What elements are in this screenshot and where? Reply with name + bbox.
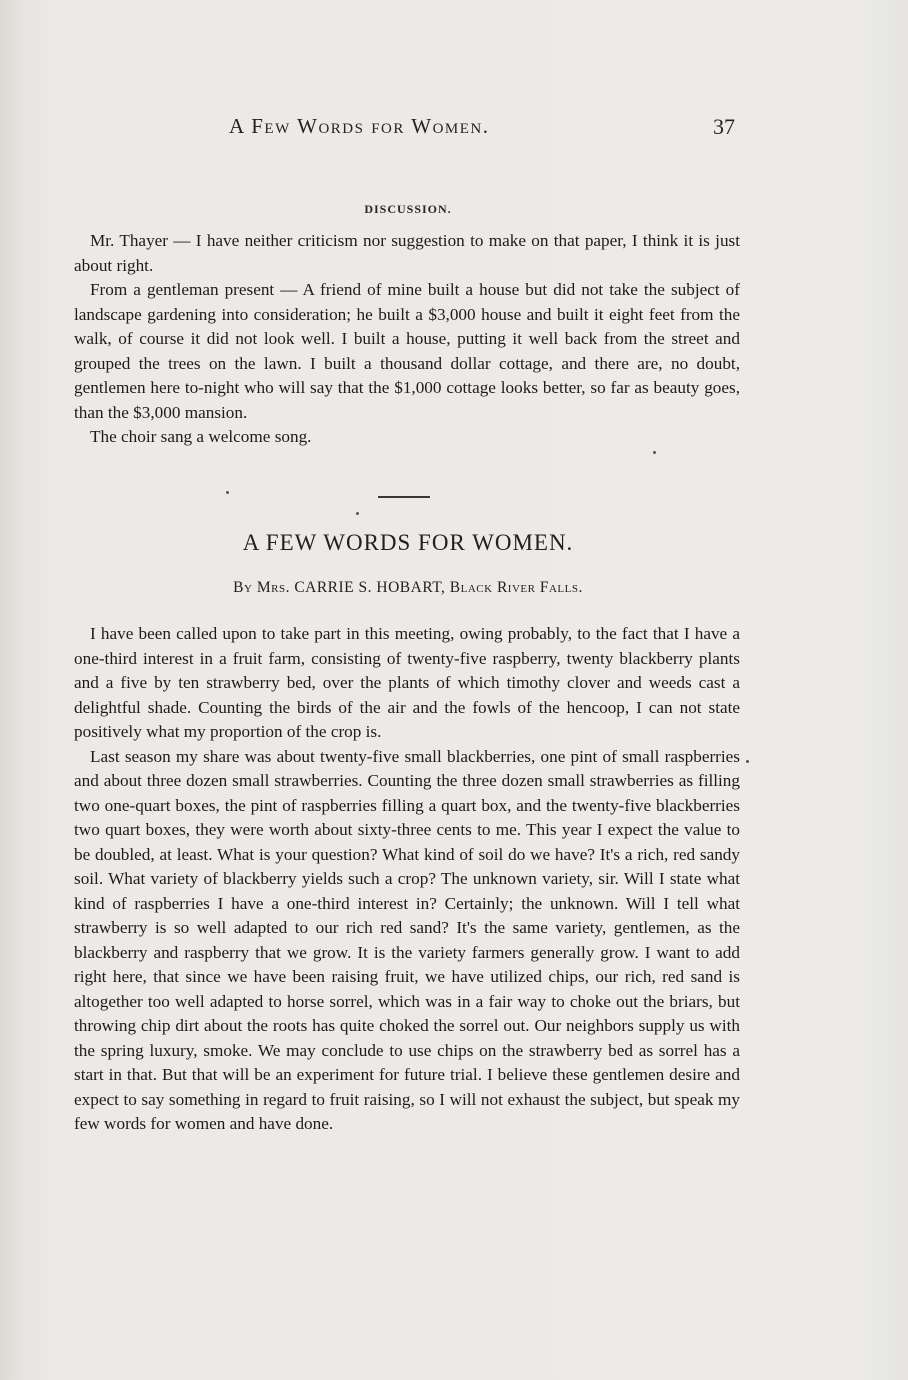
article-paragraph: Last season my share was about twenty-five small blackberries, one pint of small raspberries and about three dozen small strawberries. Counting the three dozen small strawberries as filling two one-quart boxes, the pint of raspberries filling a quart box, and the twenty-five blackberries two quart boxes, they were worth about sixty-three cents to me. This year I expect the value to be doubled, at least. What is your question? What kind of soil do we have? It's a rich, red sandy soil. What variety of blackberry yields such a crop? The unknown variety, sir. Will I state what kind of raspberries I have a one-third interest in? Certainly; the unknown. Will I tell what strawberry is so well adapted to our rich red sand? It's the same variety, gentlemen, as the blackberry and raspberry that we grow. It is the variety farmers generally grow. I want to add right here, that since we have been raising fruit, we have utilized chips, our rich, red sand is altogether too well adapted to horse sorrel, which was in a fair way to choke out the briars, but throwing chip dirt about the roots has quite choked the sorrel out. Our neighbors supply us with the spring luxury, smoke. We may conclude to use chips on the strawberry bed as sorrel has a start in that. But that will be an experiment for future trial. I believe these gentlemen desire and expect to say something in regard to fruit raising, so I will not exhaust the subject, but speak my few words for women and have done.: [74, 746, 740, 1133]
running-head-title: A Few Words for Women.: [229, 114, 490, 138]
paper-speck: [356, 512, 359, 515]
article-title: A FEW WORDS FOR WOMEN.: [242, 530, 574, 555]
article-byline: By Mrs. CARRIE S. HOBART, Black River Falls.: [233, 579, 583, 596]
discussion-paragraph: Mr. Thayer — I have neither criticism nor suggestion to make on that paper, I think it is just about right.: [74, 231, 740, 275]
paper-speck: [746, 760, 749, 763]
page-number: 37: [713, 114, 735, 139]
discussion-paragraph: From a gentleman present — A friend of mine built a house but did not take the subject of landscape gardening into consideration; he built a $3,000 house and built it eight feet from the walk, of course it did not look well. I built a house, putting it well back from the street and grouped the trees on the lawn. I built a thousand dollar cottage, and there are, no doubt, gentlemen here to-night who will say that the $1,000 cottage looks better, so far as beauty goes, than the $3,000 mansion.: [74, 280, 740, 422]
article-paragraph: I have been called upon to take part in this meeting, owing probably, to the fact that I have a one-third interest in a fruit farm, consisting of twenty-five raspberry, twenty blackberry plants and a five by ten strawberry bed, over the plants of which timothy clover and weeds cast a delightful shade. Counting the birds of the air and the fowls of the hencoop, I can not state positively what my proportion of the crop is.: [74, 624, 740, 741]
article-text: [74, 622, 740, 1137]
paper-speck: [226, 491, 229, 494]
running-head: [0, 114, 908, 144]
discussion-text: [74, 229, 740, 450]
discussion-heading: DISCUSSION.: [364, 202, 452, 216]
section-divider: [378, 496, 430, 498]
paper-speck: [653, 451, 656, 454]
discussion-paragraph: The choir sang a welcome song.: [90, 427, 312, 446]
